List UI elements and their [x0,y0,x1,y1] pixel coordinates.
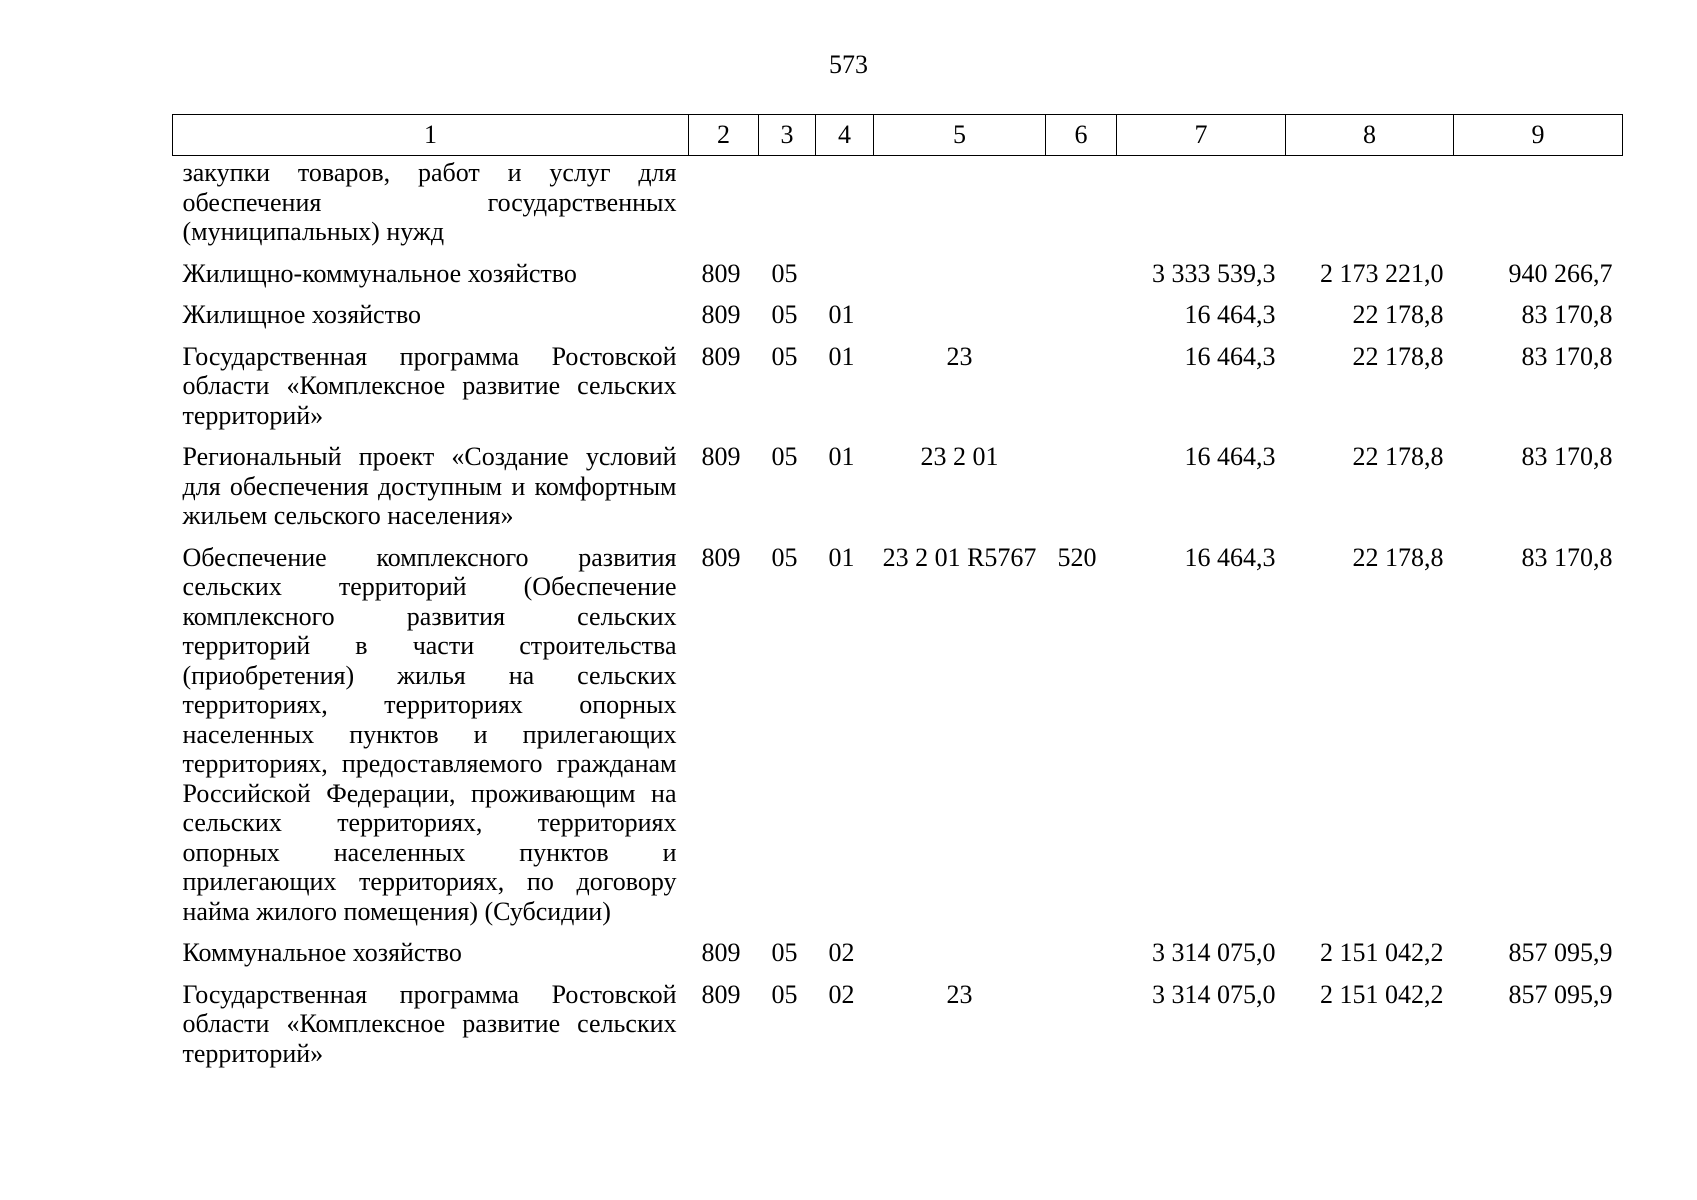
row-name: Государственная программа Ростовской области «Комплексное развитие сельских территорий» [182,979,677,1068]
target-article-code [874,156,1046,259]
expense-type-code [1046,156,1117,259]
column-header-8: 8 [1286,115,1454,156]
table-row [173,442,1623,543]
row-name: Государственная программа Ростовской области «Комплексное развитие сельских территорий» [182,341,677,430]
subsection-code: 01 [828,542,855,572]
section-code: 05 [771,542,798,572]
table-row [173,543,1623,939]
amount-col-8: 22 178,8 [1352,542,1444,572]
amount-col-8: 2 173 221,0 [1320,258,1444,288]
ministry-code [689,156,759,259]
amount-col-8: 22 178,8 [1352,442,1444,471]
expense-type-code [1046,300,1117,342]
ministry-code: 809 [701,300,741,329]
ministry-code: 809 [701,938,741,967]
section-code: 05 [771,300,798,329]
ministry-code: 809 [701,258,741,288]
target-article-code: 23 [946,979,973,1009]
subsection-code: 01 [828,341,855,371]
table-row [173,300,1623,342]
amount-col-7: 16 464,3 [1184,341,1276,371]
expense-type-code [1046,938,1117,980]
column-header-6: 6 [1046,115,1117,156]
column-header-1: 1 [173,115,689,156]
amount-col-9: 940 266,7 [1508,258,1613,288]
amount-col-9: 857 095,9 [1508,938,1613,967]
column-header-5: 5 [874,115,1046,156]
row-name: Жилищное хозяйство [182,300,422,329]
row-name: Коммунальное хозяйство [182,938,462,967]
subsection-code: 02 [828,938,855,967]
target-article-code [874,259,1046,301]
subsection-code [816,259,874,301]
amount-col-8: 22 178,8 [1352,341,1444,371]
target-article-code: 23 2 01 [920,442,999,471]
table-row [173,156,1623,259]
subsection-code: 02 [828,979,855,1009]
ministry-code: 809 [701,341,741,371]
page-number: 573 [829,50,868,79]
amount-col-9: 857 095,9 [1508,979,1613,1009]
subsection-code: 01 [828,442,855,471]
subsection-code: 01 [828,300,855,329]
expense-type-code [1046,342,1117,443]
column-header-2: 2 [689,115,759,156]
section-code: 05 [771,442,798,471]
ministry-code: 809 [701,979,741,1009]
row-name: Жилищно-коммунальное хозяйство [182,258,577,288]
amount-col-9: 83 170,8 [1521,341,1613,371]
amount-col-8: 2 151 042,2 [1320,979,1444,1009]
amount-col-9: 83 170,8 [1521,300,1613,329]
section-code: 05 [771,258,798,288]
amount-col-8: 22 178,8 [1352,300,1444,329]
table-header-row [173,115,1623,156]
section-code: 05 [771,979,798,1009]
subsection-code [816,156,874,259]
target-article-code: 23 [946,341,973,371]
table-row [173,938,1623,980]
amount-col-7 [1117,156,1286,259]
amount-col-9: 83 170,8 [1521,442,1613,471]
amount-col-7: 16 464,3 [1184,542,1276,572]
amount-col-7: 3 333 539,3 [1152,258,1276,288]
expense-type-code [1046,442,1117,543]
amount-col-7: 3 314 075,0 [1152,938,1276,967]
expense-type-code [1046,259,1117,301]
section-code [759,156,816,259]
expense-type-code [1046,980,1117,1081]
amount-col-8: 2 151 042,2 [1320,938,1444,967]
expense-type-code: 520 [1057,542,1097,572]
table-row [173,259,1623,301]
table-row [173,980,1623,1081]
amount-col-9: 83 170,8 [1521,542,1613,572]
target-article-code [874,938,1046,980]
row-name: Обеспечение комплексного развития сельских территорий (Обеспечение комплексного развития сельских территорий в части строительства (приобретения) жилья на сельских территориях, территориях опорных населенных пунктов и прилегающих территориях, предоставляемого гражданам Российской Федерации, проживающим на сельских территориях, территориях опорных населенных пунктов и прилегающих территориях, по договору найма жилого помещения) (Субсидии) [182,542,677,926]
table-row [173,342,1623,443]
ministry-code: 809 [701,442,741,471]
amount-col-7: 3 314 075,0 [1152,979,1276,1009]
target-article-code: 23 2 01 R5767 [882,542,1037,572]
column-header-3: 3 [759,115,816,156]
row-name: Региональный проект «Создание условий для обеспечения доступным и комфортным жильем сельского населения» [182,442,677,530]
amount-col-8 [1286,156,1454,259]
amount-col-7: 16 464,3 [1184,442,1276,471]
row-name: закупки товаров, работ и услуг для обеспечения государственных (муниципальных) нужд [182,158,677,246]
column-header-9: 9 [1454,115,1623,156]
amount-col-9 [1454,156,1623,259]
amount-col-7: 16 464,3 [1184,300,1276,329]
column-header-4: 4 [816,115,874,156]
section-code: 05 [771,938,798,967]
column-header-7: 7 [1117,115,1286,156]
target-article-code [874,300,1046,342]
section-code: 05 [771,341,798,371]
budget-table [172,114,1623,1080]
ministry-code: 809 [701,542,741,572]
